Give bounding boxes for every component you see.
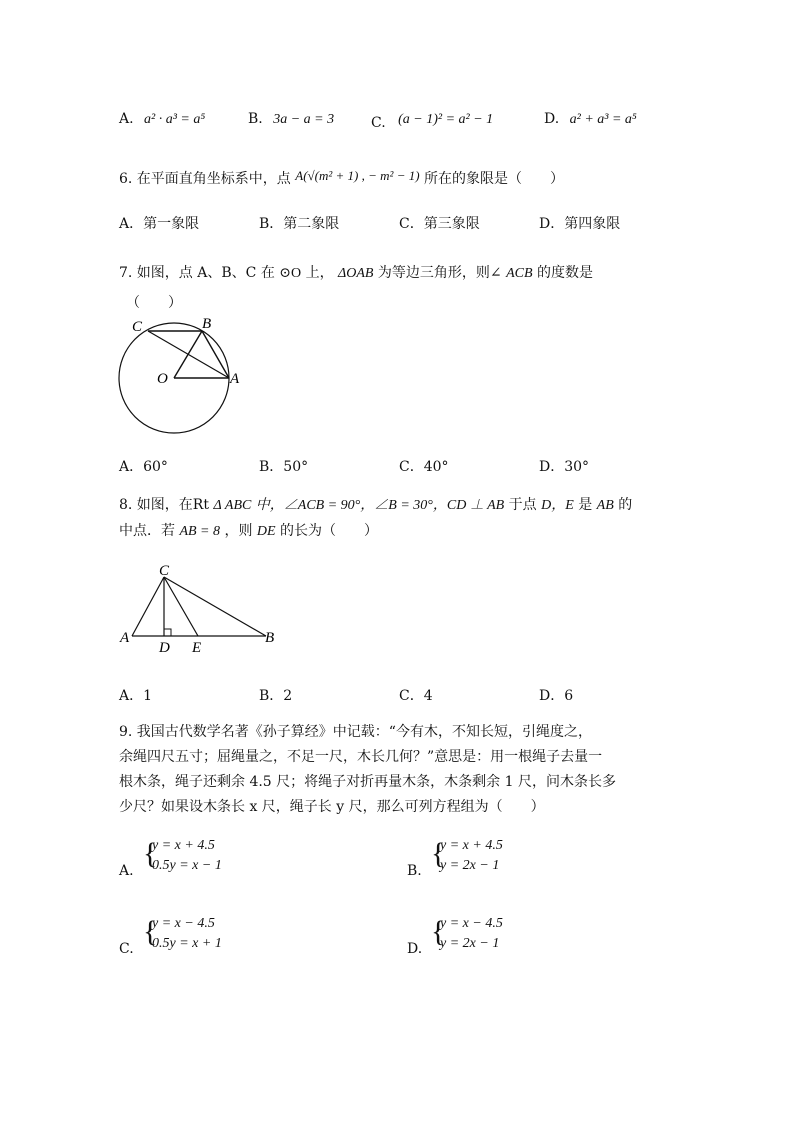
q8-text-2a: 中点．若 (119, 523, 175, 539)
q7-tri: ΔOAB (338, 266, 374, 281)
q8-text-g: 的 (618, 497, 633, 513)
q8-label-c: C (159, 563, 170, 579)
q6-option-b[interactable]: B．第二象限 (259, 216, 340, 232)
q8-label-e: E (192, 640, 202, 656)
q6-stem (119, 168, 564, 188)
q8-label-d: D (159, 640, 170, 656)
q8-text-e: 是 (578, 497, 593, 513)
q9-a-eq1: y = x + 4.5 (152, 838, 215, 853)
q9-b-label: B. (407, 863, 422, 879)
q8-text-a: 8. 如图，在Rt (119, 497, 209, 513)
q8-label-b: B (265, 630, 275, 646)
q8-triangle: Δ ABC (213, 498, 252, 513)
q5-c-label: C. (371, 115, 386, 131)
q7-label-o: O (157, 371, 168, 387)
q5-option-c[interactable] (371, 111, 494, 131)
q6-point: A(√(m² + 1) , − m² − 1) (295, 168, 420, 183)
q9-a-brace: { (143, 837, 158, 870)
q5-option-a[interactable] (119, 111, 205, 128)
q8-points: D，E (541, 498, 574, 513)
q6-option-c[interactable]: C．第三象限 (399, 216, 480, 232)
q9-b-brace: { (431, 837, 446, 870)
q5-a-label: A. (119, 111, 134, 127)
q6-prefix: 6. 在平面直角坐标系中，点 (119, 171, 291, 187)
q7-option-d[interactable]: D．30° (539, 459, 590, 475)
q8-option-a[interactable]: A．1 (119, 688, 153, 704)
q8-stem-line2 (119, 520, 378, 540)
q5-d-label: D. (544, 111, 560, 127)
q9-option-b[interactable] (407, 835, 547, 885)
q8-segment-ce (164, 577, 198, 636)
q7-circle: ⊙O (279, 266, 302, 281)
q9-option-c[interactable] (119, 913, 259, 963)
q8-figure (116, 562, 286, 657)
q9-a-label: A. (119, 863, 134, 879)
q9-stem-line-2: 余绳四尺五寸；屈绳量之，不足一尺，木长几何？”意思是：用一根绳子去量一 (119, 749, 603, 765)
q9-option-a[interactable] (119, 835, 259, 885)
q9-b-eq1: y = x + 4.5 (440, 838, 503, 853)
q9-c-brace: { (143, 915, 158, 948)
q9-b-eq2: y = 2x − 1 (440, 858, 500, 873)
q8-text-c: 于点 (508, 497, 537, 513)
q6-option-a[interactable]: A．第一象限 (119, 216, 200, 232)
q7-answer-paren: （ ） (126, 295, 182, 311)
q7-prefix: 7. 如图，点 A、B、C 在 (119, 265, 275, 281)
q5-option-b[interactable] (248, 111, 334, 128)
q8-ab: AB (596, 498, 614, 513)
q6-suffix: 所在的象限是（ ） (424, 171, 564, 187)
q9-option-d[interactable] (407, 913, 547, 963)
q8-stem-line1 (119, 494, 632, 514)
q9-c-eq1: y = x − 4.5 (152, 916, 215, 931)
q9-stem-line-3: 根木条，绳子还剩余 4.5 尺；将绳子对折再量木条，木条剩余 1 尺，问木条长多 (119, 774, 616, 790)
q5-b-label: B. (248, 111, 263, 127)
q9-c-eq2: 0.5y = x + 1 (152, 936, 222, 951)
q5-option-d[interactable] (544, 111, 637, 128)
q7-figure (112, 312, 252, 452)
q9-stem-line-1: 9. 我国古代数学名著《孙子算经》中记载：“今有木，不知长短，引绳度之， (119, 724, 592, 740)
q6-option-d[interactable]: D．第四象限 (539, 216, 621, 232)
q9-d-eq1: y = x − 4.5 (440, 916, 503, 931)
q9-d-label: D. (407, 941, 423, 957)
q9-d-brace: { (431, 915, 446, 948)
q8-option-c[interactable]: C．4 (399, 688, 433, 704)
q5-b-expr: 3a − a = 3 (273, 112, 335, 127)
q7-suffix: 为等边三角形，则∠ (377, 265, 502, 281)
q9-stem-line-4: 少尺？如果设木条长 x 尺，绳子长 y 尺，那么可列方程组为（ ） (119, 799, 545, 815)
q7-angle: ACB (506, 266, 533, 281)
q7-label-c: C (132, 319, 143, 335)
q5-d-expr: a² + a³ = a⁵ (569, 112, 637, 127)
q8-option-d[interactable]: D．6 (539, 688, 574, 704)
q8-option-b[interactable]: B．2 (259, 688, 293, 704)
q7-option-b[interactable]: B．50° (259, 459, 309, 475)
q8-ab-value: AB = 8 (179, 524, 221, 539)
q7-segment-ab (202, 331, 229, 378)
q8-segment-cb (164, 577, 266, 636)
q9-d-eq2: y = 2x − 1 (440, 936, 500, 951)
q8-text-2e: 的长为（ ） (280, 523, 379, 539)
q7-mid: 上， (305, 265, 334, 281)
q9-a-eq2: 0.5y = x − 1 (152, 858, 222, 873)
q7-stem (119, 262, 593, 282)
q7-label-a: A (230, 371, 240, 387)
q7-label-b: B (202, 316, 212, 332)
q9-c-label: C. (119, 941, 134, 957)
q5-c-expr: (a − 1)² = a² − 1 (398, 112, 494, 127)
q8-segment-ca (132, 577, 164, 636)
q8-text-2c: ，则 (224, 523, 253, 539)
q5-a-expr: a² · a³ = a⁵ (144, 112, 206, 127)
q8-conditions: 中，∠ACB = 90°，∠B = 30°，CD ⊥ AB (255, 498, 505, 513)
q8-de: DE (256, 524, 276, 539)
q8-right-angle-mark (164, 629, 171, 636)
q8-label-a: A (120, 630, 130, 646)
q7-option-a[interactable]: A．60° (119, 459, 168, 475)
q7-tail: 的度数是 (537, 265, 594, 281)
q7-option-c[interactable]: C．40° (399, 459, 449, 475)
